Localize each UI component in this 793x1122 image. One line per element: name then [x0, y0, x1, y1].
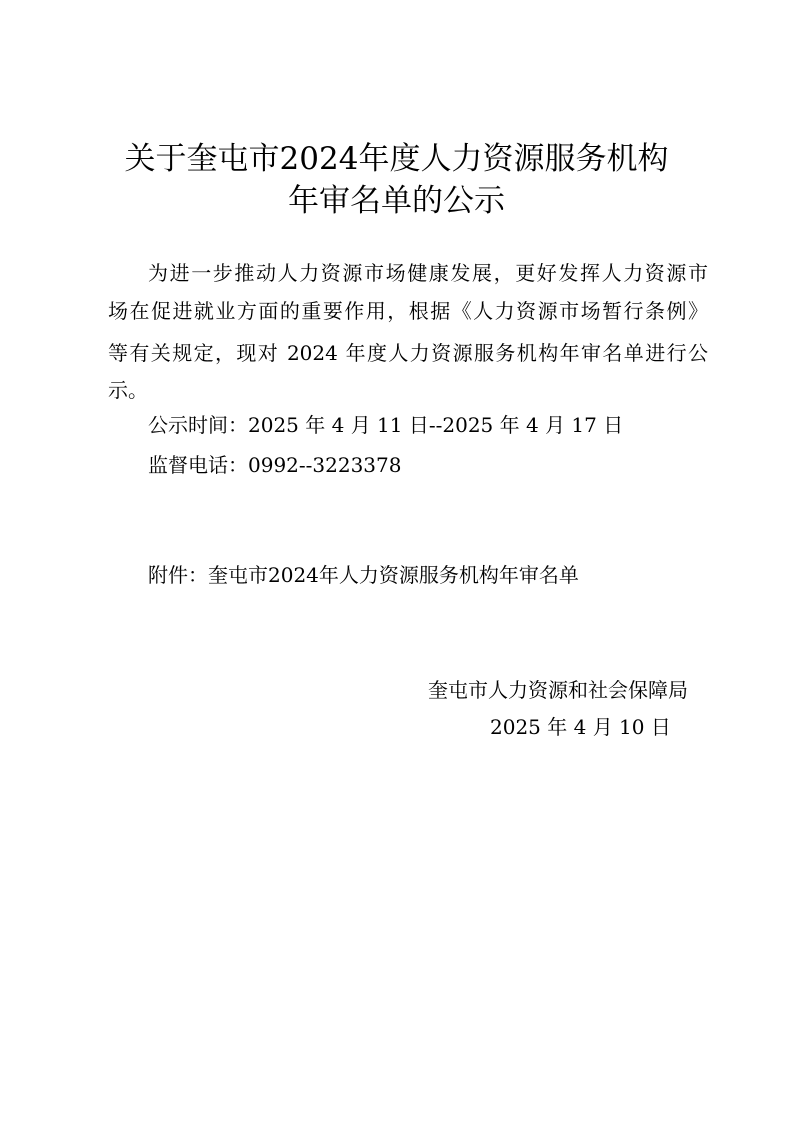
body-paragraph-line-2: 场在促进就业方面的重要作用，根据《人力资源市场暂行条例》 [108, 299, 708, 323]
body-paragraph-line-4: 示。 [108, 378, 148, 402]
document-title-line-2: 年审名单的公示 [288, 183, 505, 219]
body-paragraph-line-3: 等有关规定，现对 2024 年度人力资源服务机构年审名单进行公 [108, 341, 708, 365]
body-paragraph-line-1: 为进一步推动人力资源市场健康发展，更好发挥人力资源市 [148, 261, 708, 285]
issue-date: 2025 年 4 月 10 日 [490, 715, 671, 739]
publicity-time: 公示时间：2025 年 4 月 11 日--2025 年 4 月 17 日 [148, 413, 624, 437]
attachment-note: 附件：奎屯市2024年人力资源服务机构年审名单 [148, 563, 579, 587]
supervision-phone: 监督电话：0992--3223378 [148, 453, 402, 477]
document-title-line-1: 关于奎屯市2024年度人力资源服务机构 [124, 141, 669, 177]
issuing-organization: 奎屯市人力资源和社会保障局 [428, 678, 688, 702]
